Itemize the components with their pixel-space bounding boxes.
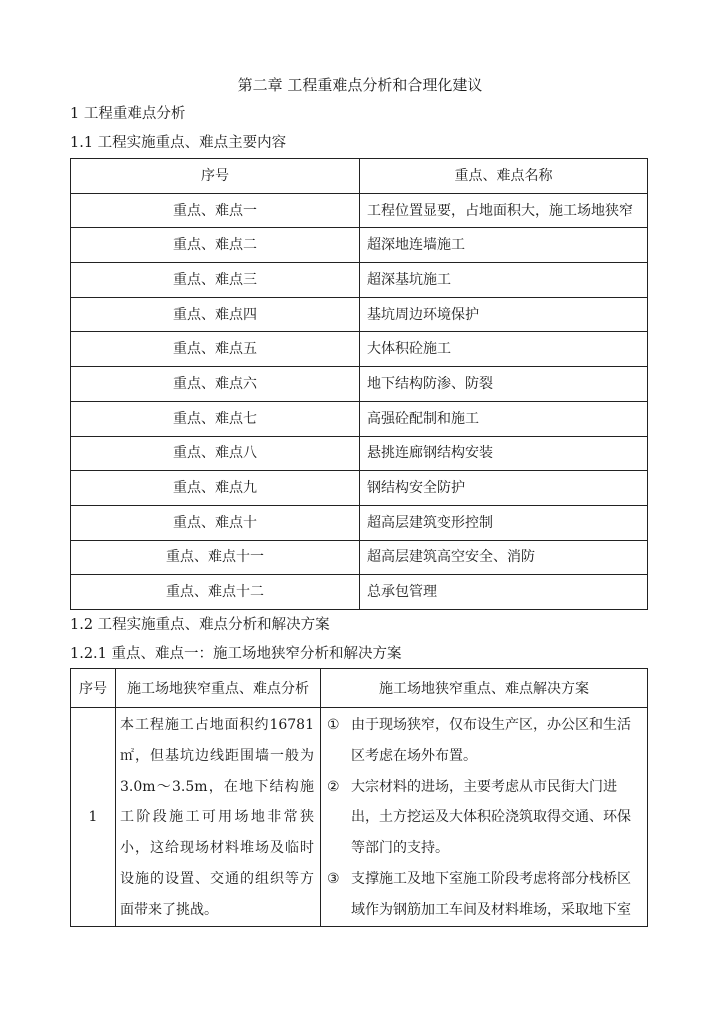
difficulty-name: 总承包管理 bbox=[360, 575, 648, 610]
column-header-number: 序号 bbox=[71, 669, 116, 708]
difficulty-number: 重点、难点九 bbox=[71, 471, 360, 506]
difficulty-name: 基坑周边环境保护 bbox=[360, 297, 648, 332]
solution-list bbox=[321, 708, 647, 926]
solution-item bbox=[327, 864, 643, 926]
solution-marker: ③ bbox=[327, 870, 340, 887]
table-row bbox=[71, 193, 648, 228]
solution-item bbox=[327, 710, 643, 772]
difficulty-number: 重点、难点十一 bbox=[71, 540, 360, 575]
difficulty-number: 重点、难点七 bbox=[71, 401, 360, 436]
difficulty-number: 重点、难点十二 bbox=[71, 575, 360, 610]
table-row bbox=[71, 540, 648, 575]
difficulty-name: 高强砼配制和施工 bbox=[360, 401, 648, 436]
difficulty-number: 重点、难点三 bbox=[71, 263, 360, 298]
difficulty-number: 重点、难点一 bbox=[71, 193, 360, 228]
difficulty-name: 大体积砼施工 bbox=[360, 332, 648, 367]
solution-cell bbox=[321, 708, 648, 927]
row-number: 1 bbox=[71, 708, 116, 927]
column-header-number: 序号 bbox=[71, 159, 360, 194]
section-heading-1: 1 工程重难点分析 bbox=[70, 106, 186, 122]
table-row bbox=[71, 297, 648, 332]
section-heading-1-1: 1.1 工程实施重点、难点主要内容 bbox=[70, 135, 287, 151]
difficulty-number: 重点、难点二 bbox=[71, 228, 360, 263]
table-row bbox=[71, 332, 648, 367]
section-heading-1-2-1: 1.2.1 重点、难点一：施工场地狭窄分析和解决方案 bbox=[70, 646, 402, 662]
site-constraint-table bbox=[70, 668, 648, 927]
table-row bbox=[71, 505, 648, 540]
difficulty-name: 超深基坑施工 bbox=[360, 263, 648, 298]
difficulty-name: 悬挑连廊钢结构安装 bbox=[360, 436, 648, 471]
difficulty-number: 重点、难点八 bbox=[71, 436, 360, 471]
analysis-text: 本工程施工占地面积约16781㎡，但基坑边线距围墙一般为3.0m～3.5m，在地下结构施工阶段施工可用场地非常狭小，这给现场材料堆场及临时设施的设置、交通的组织等方面带来了挑战。 bbox=[120, 717, 314, 918]
difficulty-name: 超高层建筑高空安全、消防 bbox=[360, 540, 648, 575]
solution-marker: ② bbox=[327, 778, 340, 795]
difficulty-number: 重点、难点四 bbox=[71, 297, 360, 332]
solution-text: 支撑施工及地下室施工阶段考虑将部分栈桥区域作为钢筋加工车间及材料堆场，采取地下室 bbox=[351, 870, 631, 918]
chapter-title: 第二章 工程重难点分析和合理化建议 bbox=[237, 76, 483, 94]
table-row bbox=[71, 575, 648, 610]
difficulty-number: 重点、难点十 bbox=[71, 505, 360, 540]
table-row bbox=[71, 471, 648, 506]
solution-marker: ① bbox=[327, 717, 340, 733]
table-header-row bbox=[71, 669, 648, 708]
table-row bbox=[71, 708, 648, 927]
table-row bbox=[71, 367, 648, 402]
table-header-row bbox=[71, 159, 648, 194]
difficulty-name: 地下结构防渗、防裂 bbox=[360, 367, 648, 402]
difficulty-name: 超深地连墙施工 bbox=[360, 228, 648, 263]
column-header-name: 重点、难点名称 bbox=[360, 159, 648, 194]
section-heading-1-2: 1.2 工程实施重点、难点分析和解决方案 bbox=[70, 617, 330, 633]
solution-text: 大宗材料的进场，主要考虑从市民街大门进出，土方挖运及大体积砼浇筑取得交通、环保等部门的支持。 bbox=[351, 778, 631, 857]
difficulty-name: 工程位置显要，占地面积大，施工场地狭窄 bbox=[360, 193, 648, 228]
difficulty-number: 重点、难点五 bbox=[71, 332, 360, 367]
key-difficulties-table bbox=[70, 158, 648, 610]
difficulty-number: 重点、难点六 bbox=[71, 367, 360, 402]
table-row bbox=[71, 263, 648, 298]
column-header-solution: 施工场地狭窄重点、难点解决方案 bbox=[321, 669, 648, 708]
analysis-cell bbox=[116, 708, 321, 927]
table-row bbox=[71, 228, 648, 263]
solution-text: 由于现场狭窄，仅布设生产区，办公区和生活区考虑在场外布置。 bbox=[351, 717, 631, 764]
table-row bbox=[71, 401, 648, 436]
difficulty-name: 钢结构安全防护 bbox=[360, 471, 648, 506]
solution-item bbox=[327, 772, 643, 864]
column-header-analysis: 施工场地狭窄重点、难点分析 bbox=[116, 669, 321, 708]
difficulty-name: 超高层建筑变形控制 bbox=[360, 505, 648, 540]
table-row bbox=[71, 436, 648, 471]
